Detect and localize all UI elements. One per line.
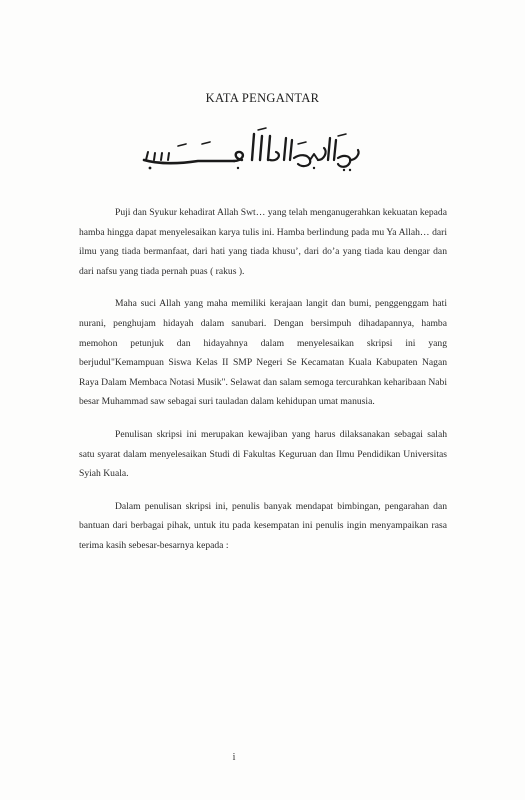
paragraph: Puji dan Syukur kehadirat Allah Swt… yang telah menganugerahkan kekuatan kepada hamba hingga dapat menyelesaikan karya tulis ini. Hamba berlindung pada mu Ya Allah… dari ilmu yang tiada bermanfaat, dari hati yang tiada khusu’, dari do’a yang tiada kau dengar dan dari nafsu yang tiada pernah puas ( rakus ).: [79, 207, 447, 277]
paragraph: Penulisan skripsi ini merupakan kewajiban yang harus dilaksanakan sebagai salah satu syarat dalam menyelesaikan Studi di Fakultas Keguruan dan Ilmu Pendidikan Universitas Syiah Kuala.: [79, 428, 447, 480]
body-text: [79, 203, 447, 569]
paragraph: Dalam penulisan skripsi ini, penulis banyak mendapat bimbingan, pengarahan dan bantuan dari berbagai pihak, untuk itu pada kesempatan ini penulis ingin menyampaikan rasa terima kasih sebesar-besarnya kepada :: [79, 500, 447, 551]
page-number: i: [232, 752, 236, 763]
page-title: KATA PENGANTAR: [205, 91, 320, 105]
paragraph: Maha suci Allah yang maha memiliki kerajaan langit dan bumi, penggenggam hati nurani, penghujam hidayah dalam sanubari. Dengan bersimpuh dihadapannya, hamba memohon petunjuk dan hidayahnya dalam menyelesaikan skripsi ini yang berjudul"Kemampuan Siswa Kelas II SMP Negeri Se Kecamatan Kuala Kabupaten Nagan Raya Dalam Membaca Notasi Musik". Selawat dan salam semoga tercurahkan keharibaan Nabi besar Muhammad saw sebagai suri tauladan dalam kehidupan umat manusia.: [79, 298, 447, 408]
calligraphy-image: [138, 124, 366, 174]
bismillah-calligraphy: [138, 124, 366, 174]
